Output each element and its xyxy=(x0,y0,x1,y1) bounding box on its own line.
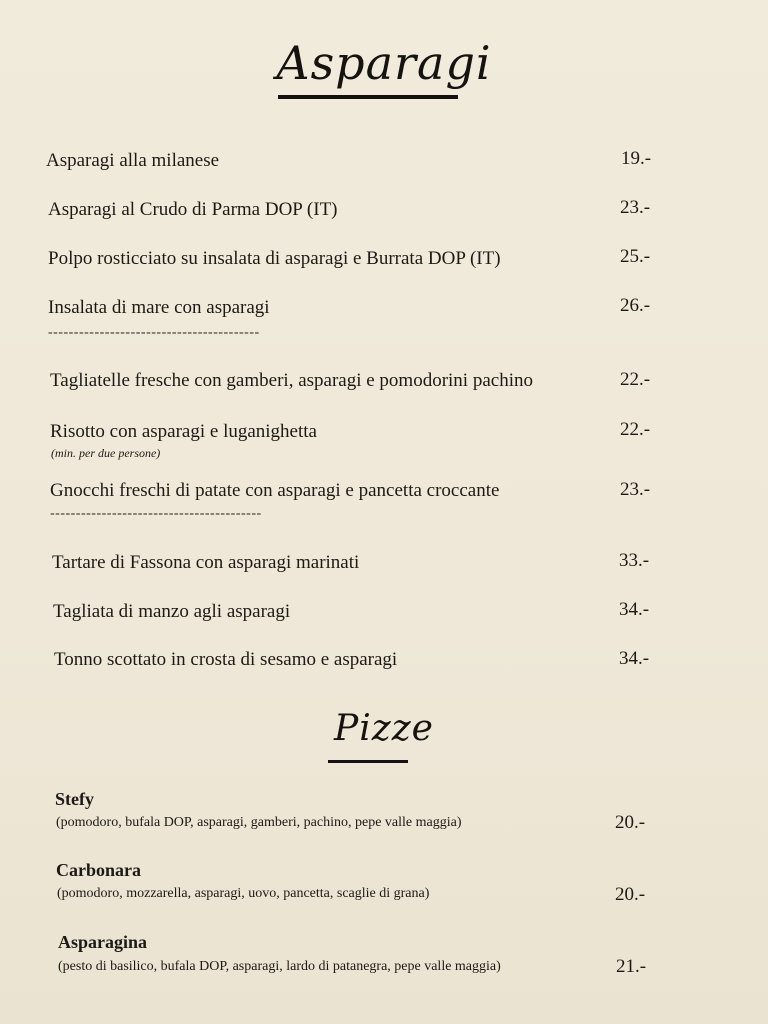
menu-item-note: (min. per due persone) xyxy=(51,446,161,460)
menu-item-price: 34.- xyxy=(619,648,650,669)
pizza-price: 20.- xyxy=(615,812,646,833)
menu-item-price: 23.- xyxy=(620,197,651,218)
menu-item-name: Asparagi alla milanese xyxy=(46,150,220,171)
section-title-asparagi: Asparagi xyxy=(276,36,492,90)
section-title-pizze: Pizze xyxy=(334,708,434,749)
menu-item-price: 23.- xyxy=(620,479,651,500)
pizza-description: (pomodoro, mozzarella, asparagi, uovo, pancetta, scaglie di grana) xyxy=(57,886,430,901)
menu-item-name: Tagliata di manzo agli asparagi xyxy=(53,601,291,622)
menu-item-price: 34.- xyxy=(619,599,650,620)
menu-item-price: 33.- xyxy=(619,550,650,571)
menu-item-name: Tonno scottato in crosta di sesamo e asparagi xyxy=(54,649,398,670)
pizza-name: Carbonara xyxy=(56,860,141,880)
menu-item-name: Insalata di mare con asparagi xyxy=(48,297,270,318)
menu-item-name: Polpo rosticciato su insalata di asparagi e Burrata DOP (IT) xyxy=(48,248,501,269)
pizza-price: 20.- xyxy=(615,884,646,905)
dashed-separator: ----------------------------------------- xyxy=(48,325,260,340)
menu-item-name: Gnocchi freschi di patate con asparagi e pancetta croccante xyxy=(50,480,500,501)
menu-item-name: Tagliatelle fresche con gamberi, asparagi e pomodorini pachino xyxy=(50,370,533,391)
menu-item-price: 26.- xyxy=(620,295,651,316)
pizza-name: Asparagina xyxy=(58,932,148,952)
pizza-price: 21.- xyxy=(616,956,647,977)
pizza-description: (pesto di basilico, bufala DOP, asparagi, lardo di patanegra, pepe valle maggia) xyxy=(58,959,501,974)
menu-item-price: 25.- xyxy=(620,246,651,267)
pizza-name: Stefy xyxy=(55,789,94,809)
dashed-separator: ----------------------------------------- xyxy=(50,506,262,521)
menu-item-name: Risotto con asparagi e luganighetta xyxy=(50,421,317,442)
menu-item-name: Asparagi al Crudo di Parma DOP (IT) xyxy=(48,199,338,220)
pizza-description: (pomodoro, bufala DOP, asparagi, gamberi, pachino, pepe valle maggia) xyxy=(56,815,462,830)
menu-item-price: 22.- xyxy=(620,369,651,390)
title-underline xyxy=(328,760,408,763)
title-underline xyxy=(278,95,458,99)
menu-item-price: 22.- xyxy=(620,419,651,440)
menu-item-price: 19.- xyxy=(621,148,652,169)
menu-item-name: Tartare di Fassona con asparagi marinati xyxy=(52,552,360,573)
